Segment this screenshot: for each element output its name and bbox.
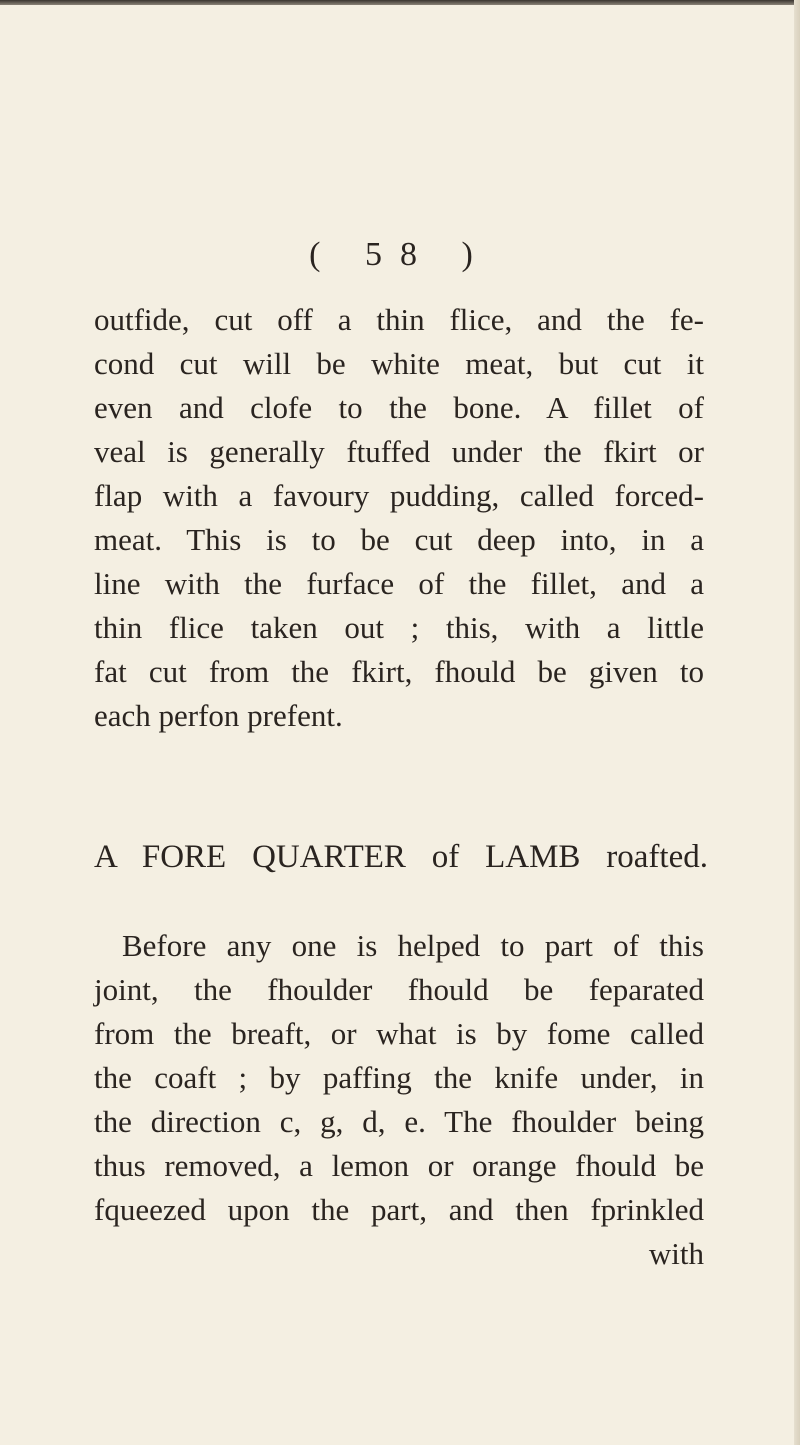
text-line: thus removed, a lemon or orange fhould be xyxy=(94,1148,704,1183)
text-line: veal is generally ftuffed under the fkirt or xyxy=(94,434,704,469)
text-line: flap with a favoury pudding, called forced- xyxy=(94,478,704,513)
text-line: fqueezed upon the part, and then fprinkled xyxy=(94,1192,704,1227)
page-number: ( 58 ) xyxy=(309,236,491,273)
paragraph-2 xyxy=(94,924,704,1276)
text-line: the direction c, g, d, e. The fhoulder being xyxy=(94,1104,704,1139)
text-line: Before any one is helped to part of this xyxy=(122,928,704,963)
text-line: cond cut will be white meat, but cut it xyxy=(94,346,704,381)
text-line: meat. This is to be cut deep into, in a xyxy=(94,522,704,557)
catchword: with xyxy=(648,1236,704,1271)
text-line: joint, the fhoulder fhould be feparated xyxy=(94,972,704,1007)
paragraph-1 xyxy=(94,298,704,738)
text-line: from the breaft, or what is by fome called xyxy=(94,1016,704,1051)
text-line: thin flice taken out ; this, with a little xyxy=(94,610,704,645)
text-line: the coaft ; by paffing the knife under, in xyxy=(94,1060,704,1095)
page-top-edge xyxy=(0,0,800,5)
section-heading: A FORE QUARTER of LAMB roafted. xyxy=(94,839,708,875)
text-line: line with the furface of the fillet, and a xyxy=(94,566,704,601)
text-line: fat cut from the fkirt, fhould be given to xyxy=(94,654,704,689)
text-line: even and clofe to the bone. A fillet of xyxy=(94,390,704,425)
page-right-edge xyxy=(794,0,800,1445)
text-line: outfide, cut off a thin flice, and the fe- xyxy=(94,302,704,337)
text-line: each perfon prefent. xyxy=(94,698,343,733)
